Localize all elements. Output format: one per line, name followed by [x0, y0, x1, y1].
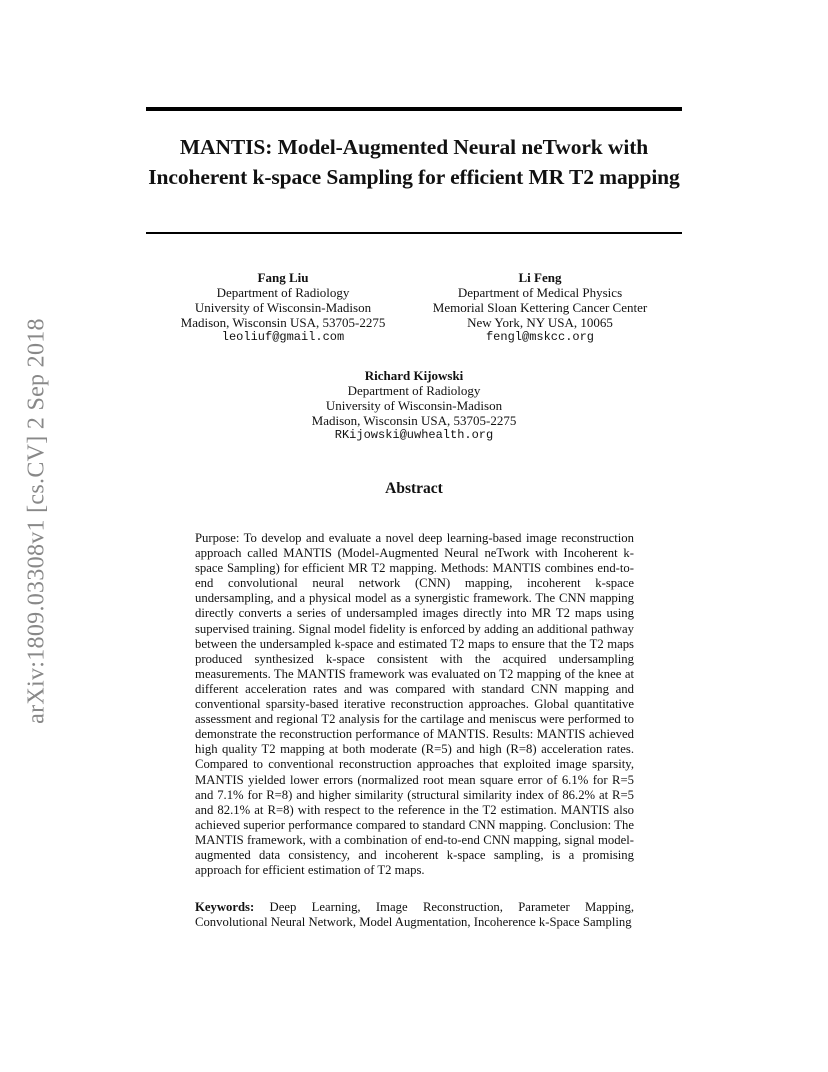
abstract-heading: Abstract [385, 480, 443, 497]
author-address: Madison, Wisconsin USA, 53705-2275 [180, 315, 386, 330]
author-department: Department of Medical Physics [457, 285, 623, 300]
arxiv-stamp: arXiv:1809.03308v1 [cs.CV] 2 Sep 2018 [23, 318, 50, 724]
author-email[interactable]: leoliuf@gmail.com [221, 330, 345, 344]
author-name: Fang Liu [257, 270, 309, 285]
author-name: Li Feng [518, 270, 562, 285]
author-email[interactable]: fengl@mskcc.org [485, 330, 595, 344]
author-institution: Memorial Sloan Kettering Cancer Center [432, 300, 648, 315]
author-block [264, 368, 564, 443]
author-department: Department of Radiology [216, 285, 350, 300]
author-block [413, 270, 667, 345]
keywords-text: Deep Learning, Image Reconstruction, Parameter Mapping, Convolutional Neural Network, Model Augmentation, Incoherence k-Space Sampling [195, 900, 634, 930]
title-top-rule [146, 107, 682, 111]
title-bottom-rule [146, 232, 682, 234]
author-address: Madison, Wisconsin USA, 53705-2275 [311, 413, 517, 428]
keywords-paragraph [195, 900, 634, 930]
paper-title: MANTIS: Model-Augmented Neural neTwork with Incoherent k-space Sampling for efficient MR T2 mapping [148, 135, 680, 189]
author-email[interactable]: RKijowski@uwhealth.org [334, 428, 494, 442]
abstract-text: Purpose: To develop and evaluate a novel deep learning-based image reconstruction approach called MANTIS (Model-Augmented Neural neTwork with Incoherent k-space Sampling) for efficient MR T2 mapping. Methods: MANTIS combines end-to-end convolutional neural network (CNN) mapping, incoherent k-space undersampling, and a physical model as a synergistic framework. The CNN mapping directly converts a series of undersampled images directly into MR T2 maps using supervised training. Signal model fidelity is enforced by adding an additional pathway between the undersampled k-space and estimated T2 maps to ensure that the T2 maps produced synthesized k-space consistent with the acquired undersampling measurements. The MANTIS framework was evaluated on T2 mapping of the knee at different acceleration rates and was compared with standard CNN mapping and conventional sparsity-based iterative reconstruction approaches. Global quantitative assessment and regional T2 analysis for the cartilage and meniscus were performed to demonstrate the reconstruction performance of MANTIS. Results: MANTIS achieved high quality T2 mapping at both moderate (R=5) and high (R=8) acceleration rates. Compared to conventional reconstruction approaches that exploited image sparsity, MANTIS yielded lower errors (normalized root mean square error of 6.1% for R=5 and 7.1% for R=8) and higher similarity (structural similarity index of 86.2% at R=5 and 82.1% at R=8) with respect to the reference in the T2 estimation. MANTIS also achieved superior performance compared to standard CNN mapping. Conclusion: The MANTIS framework, with a combination of end-to-end CNN mapping, signal model-augmented data consistency, and incoherent k-space sampling, is a promising approach for efficient estimation of T2 maps. [195, 531, 634, 878]
keywords-label: Keywords: [195, 900, 255, 914]
author-address: New York, NY USA, 10065 [467, 315, 613, 330]
author-institution: University of Wisconsin-Madison [325, 398, 503, 413]
author-name: Richard Kijowski [364, 368, 464, 383]
author-department: Department of Radiology [347, 383, 481, 398]
author-institution: University of Wisconsin-Madison [194, 300, 372, 315]
author-block [163, 270, 403, 345]
arxiv-sidebar [17, 291, 57, 751]
